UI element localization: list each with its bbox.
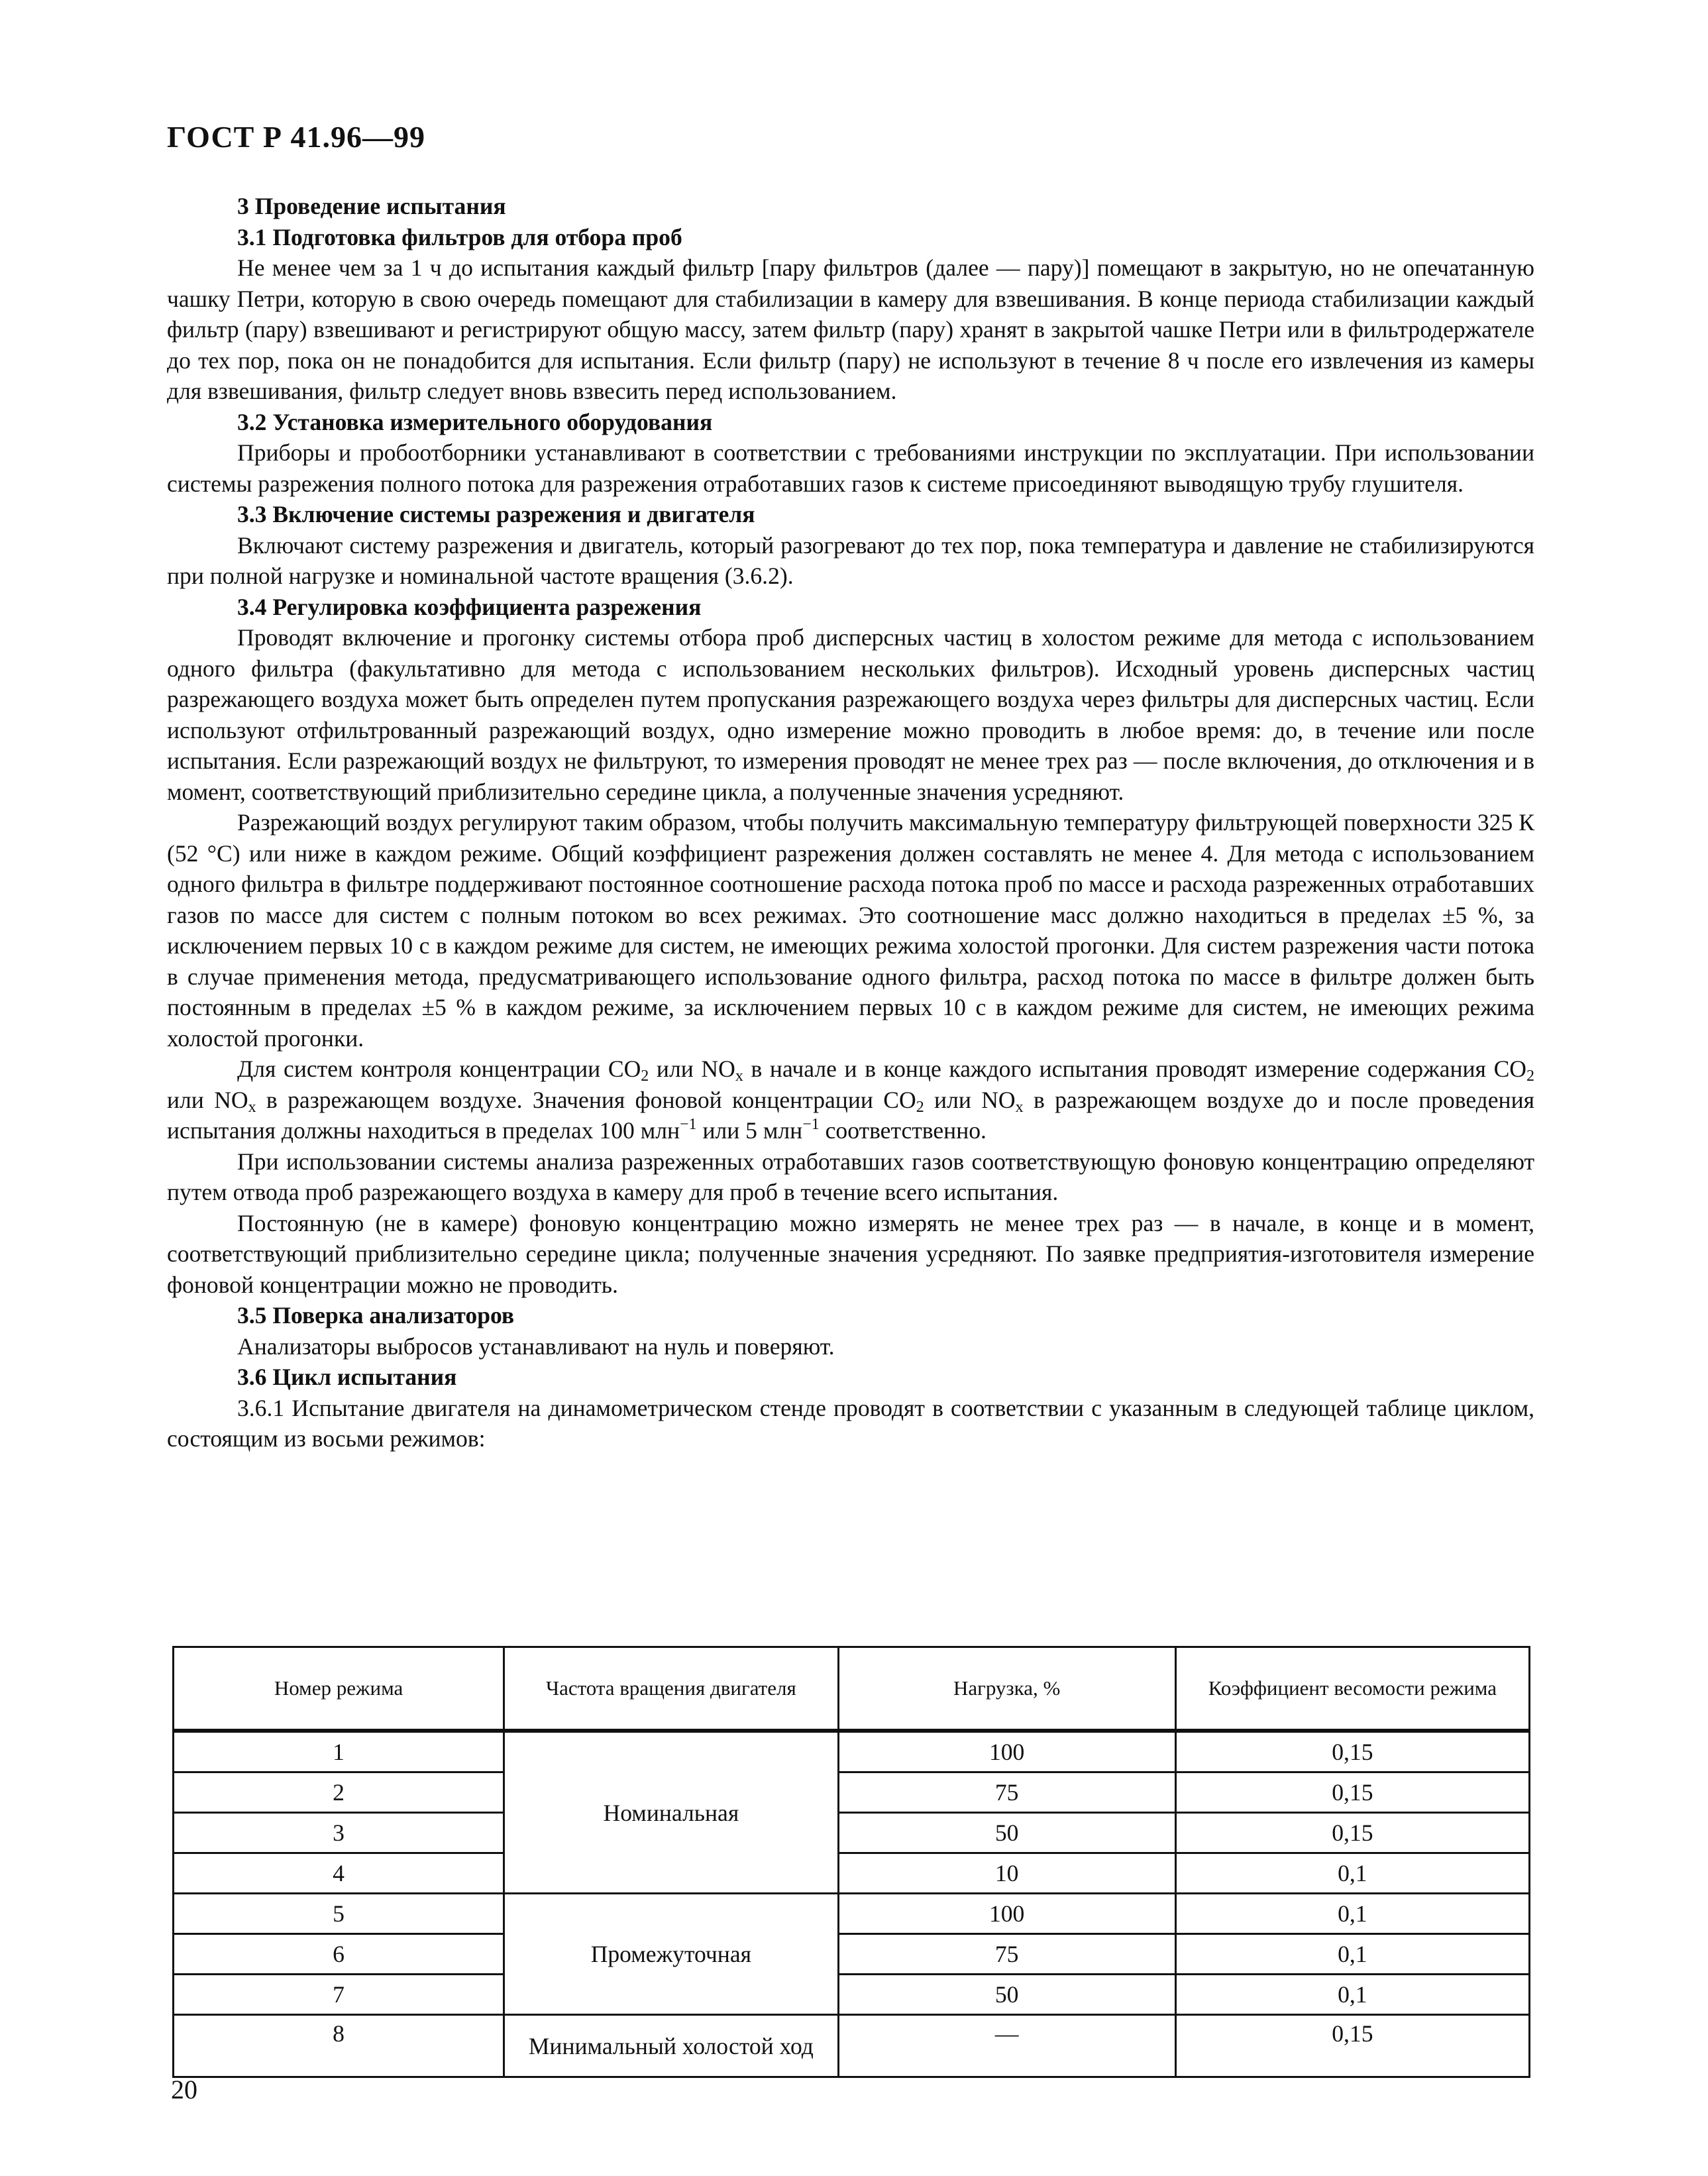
section-3-5-text: Анализаторы выбросов устанавливают на нуль и поверяют. (237, 1333, 835, 1360)
table-row (174, 1934, 1530, 1975)
weight-cell: 0,1 (1175, 1934, 1529, 1975)
text-run: в начале и в конце каждого испытания проводят измерение содержания CO (743, 1056, 1526, 1082)
section-3-4-paragraph-1: Проводят включение и прогонку системы отбора проб дисперсных частиц в холостом режиме для метода с использованием одного фильтра (факультативно для метода с использованием нескольких фильтров). Исходный уровень дисперсных частиц разрежающего воздуха может быть определен путем пропускания разрежающего воздуха через фильтры для дисперсных частиц. Если используют отфильтрованный разрежающий воздух, одно измерение можно проводить в любое время: до, в течение или после испытания. Если разрежающий воздух не фильтруют, то измерения проводят не менее трех раз — после включения, до отключения и в момент, соответствующий приблизительно середине цикла, а полученные значения усредняют. (167, 624, 1534, 805)
section-3-4-heading: 3.4 Регулировка коэффициента разрежения (237, 593, 702, 620)
section-3-4-paragraph-5: Постоянную (не в камере) фоновую концентрацию можно измерять не менее трех раз — в начале, в конце и в момент, соответствующий приблизительно середине цикла; полученные значения усредняют. По заявке предприятия-изготовителя измерение фоновой концентрации можно не проводить. (167, 1209, 1534, 1298)
text-run: или 5 млн (696, 1117, 803, 1144)
weight-cell: 0,1 (1175, 1975, 1529, 2015)
speed-rated-cell: Номинальная (504, 1731, 838, 1894)
table-row (174, 1975, 1530, 2015)
weight-cell: 0,15 (1175, 1731, 1529, 1772)
load-cell: 10 (838, 1853, 1175, 1894)
subscript: 2 (916, 1098, 924, 1116)
subscript: x (735, 1067, 743, 1085)
mode-cell: 7 (174, 1975, 504, 2015)
header-mode-number: Номер режима (174, 1647, 504, 1731)
page-number: 20 (171, 2075, 197, 2104)
section-3-1-text: Не менее чем за 1 ч до испытания каждый фильтр [пару фильтров (далее — пару)] помещают в закрытую, но не опечатанную чашку Петри, которую в свою очередь помещают для стабилизации в камеру для взвешивания. В конце периода стабилизации каждый фильтр (пару) взвешивают и регистрируют общую массу, затем фильтр (пару) хранят в закрытой чашке Петри или в фильтродержателе до тех пор, пока он не понадобится для испытания. Если фильтр (пару) не используют в течение 8 ч после его извлечения из камеры для взвешивания, фильтр следует вновь взвесить перед использованием. (167, 254, 1534, 404)
load-cell: 100 (838, 1894, 1175, 1934)
mode-cell: 8 (174, 2015, 504, 2077)
speed-intermediate-cell: Промежуточная (504, 1894, 838, 2015)
mode-cell: 5 (174, 1894, 504, 1934)
section-3-4-paragraph-4: При использовании системы анализа разреженных отработавших газов соответствующую фоновую концентрацию определяют путем отвода проб разрежающего воздуха в камеру для проб в течение всего испытания. (167, 1148, 1534, 1205)
table-row (174, 1772, 1530, 1813)
text-run: Для систем контроля концентрации CO (237, 1056, 641, 1082)
table-row (174, 1894, 1530, 1934)
subscript: 2 (1526, 1067, 1534, 1085)
weight-cell: 0,1 (1175, 1894, 1529, 1934)
load-cell: 75 (838, 1772, 1175, 1813)
load-cell: 50 (838, 1975, 1175, 2015)
header-load: Нагрузка, % (838, 1647, 1175, 1731)
text-run: в разрежающем воздухе. Значения фоновой концентрации CO (256, 1086, 916, 1113)
table-row (174, 2015, 1530, 2077)
test-cycle-table (172, 1646, 1530, 2078)
section-3-6-1-text: 3.6.1 Испытание двигателя на динамометрическом стенде проводят в соответствии с указанным в следующей таблице циклом, состоящим из восьми режимов: (167, 1394, 1534, 1452)
mode-cell: 1 (174, 1731, 504, 1772)
mode-cell: 2 (174, 1772, 504, 1813)
section-3-3-text: Включают систему разрежения и двигатель, который разогревают до тех пор, пока температура и давление не стабилизируются при полной нагрузке и номинальной частоте вращения (3.6.2). (167, 531, 1534, 589)
mode-cell: 4 (174, 1853, 504, 1894)
section-3-4-paragraph-3 (167, 1054, 1534, 1146)
text-run: соответственно. (819, 1117, 987, 1144)
header-engine-speed: Частота вращения двигателя (504, 1647, 838, 1731)
weight-cell: 0,15 (1175, 2015, 1529, 2077)
load-cell: 75 (838, 1934, 1175, 1975)
table-row (174, 1731, 1530, 1772)
section-3-2-text: Приборы и пробоотборники устанавливают в соответствии с требованиями инструкции по эксплуатации. При использовании системы разрежения полного потока для разрежения отработавших газов к системе присоединяют выводящую трубу глушителя. (167, 439, 1534, 497)
table-row (174, 1813, 1530, 1853)
text-run: или NO (924, 1086, 1016, 1113)
load-cell: 50 (838, 1813, 1175, 1853)
weight-cell: 0,1 (1175, 1853, 1529, 1894)
subscript: x (1015, 1098, 1024, 1116)
subscript: x (248, 1098, 256, 1116)
text-run: или NO (649, 1056, 735, 1082)
weight-cell: 0,15 (1175, 1772, 1529, 1813)
load-cell: — (838, 2015, 1175, 2077)
document-body (167, 191, 1534, 1454)
table-header-row (174, 1647, 1530, 1731)
mode-cell: 6 (174, 1934, 504, 1975)
section-3-4-paragraph-2: Разрежающий воздух регулируют таким образом, чтобы получить максимальную температуру фильтрующей поверхности 325 К (52 °С) или ниже в каждом режиме. Общий коэффициент разрежения должен составлять не менее 4. Для метода с использованием одного фильтра в фильтре поддерживают постоянное соотношение расхода потока проб по массе и расхода разреженных отработавших газов по массе для систем с полным потоком во всех режимах. Это соотношение масс должно находиться в пределах ±5 %, за исключением первых 10 с в каждом режиме для систем, не имеющих режима холостой прогонки. Для систем разрежения части потока в случае применения метода, предусматривающего использование одного фильтра, расход потока по массе в фильтре должен быть постоянным в пределах ±5 % в каждом режиме, за исключением первых 10 с в каждом режиме для систем, не имеющих режима холостой прогонки. (167, 809, 1534, 1052)
document-header: ГОСТ Р 41.96—99 (167, 120, 425, 154)
section-3-5-heading: 3.5 Поверка анализаторов (237, 1302, 515, 1329)
header-weighting-factor: Коэффициент весомости режима (1175, 1647, 1529, 1731)
table-row (174, 1853, 1530, 1894)
superscript: −1 (680, 1116, 697, 1133)
text-run: или NO (167, 1086, 248, 1113)
mode-cell: 3 (174, 1813, 504, 1853)
superscript: −1 (802, 1116, 820, 1133)
speed-idle-cell: Минимальный холостой ход (504, 2015, 838, 2077)
subscript: 2 (641, 1067, 649, 1085)
section-3-6-heading: 3.6 Цикл испытания (237, 1364, 457, 1390)
load-cell: 100 (838, 1731, 1175, 1772)
section-3-1-heading: 3.1 Подготовка фильтров для отбора проб (237, 223, 682, 250)
weight-cell: 0,15 (1175, 1813, 1529, 1853)
section-3-heading: 3 Проведение испытания (237, 193, 506, 219)
text-run: в разрежающем воздухе до и после проведения испытания должны находиться в пределах 100 млн (167, 1086, 1534, 1144)
section-3-3-heading: 3.3 Включение системы разрежения и двигателя (237, 501, 755, 527)
section-3-2-heading: 3.2 Установка измерительного оборудования (237, 408, 713, 435)
